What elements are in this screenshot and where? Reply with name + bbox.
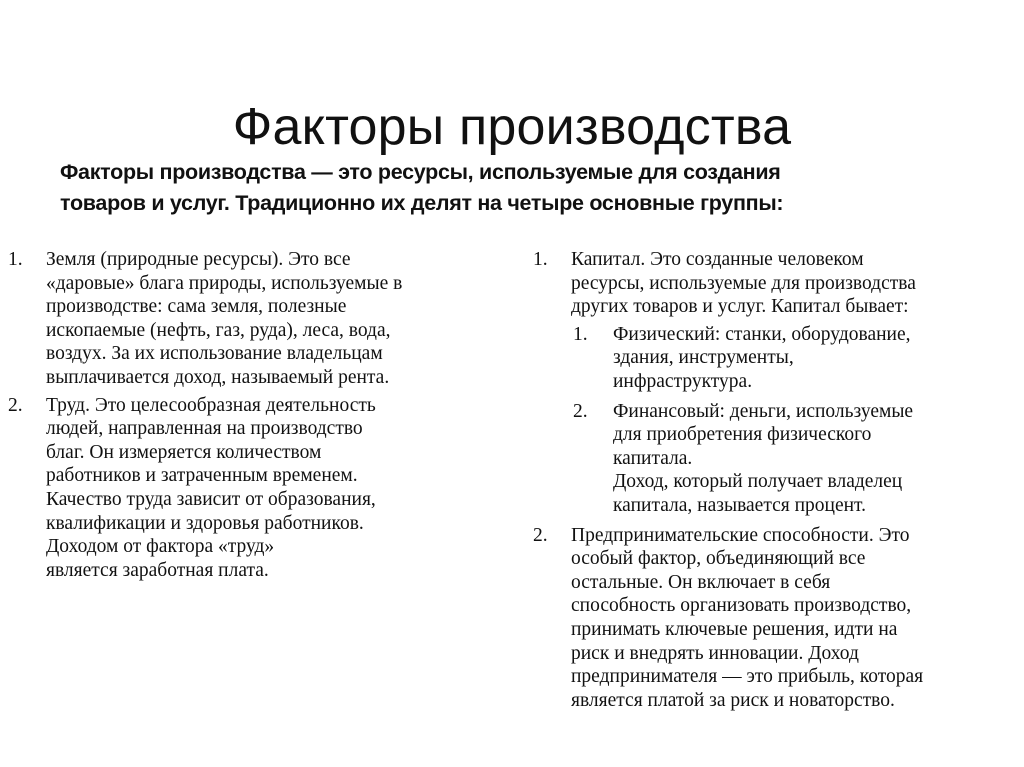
list-number: 2. [8,394,23,416]
item-text-line: воздух. За их использование владельцам [46,343,383,365]
item-text-line: Земля (природные ресурсы). Это все [46,249,351,270]
list-item-entrepreneurship [533,524,1013,713]
item-text-line: Доходом от фактора «труд» [46,536,275,558]
item-text-line: капитала, называется процент. [613,494,866,516]
item-text-line: способность организовать производство, [571,595,912,617]
sublist-item-financial [573,400,1013,518]
item-text-line: благ. Он измеряется количеством [46,441,322,463]
item-text-line: Труд. Это целесообразная деятельность [46,394,376,416]
item-text-line: инфраструктура. [613,370,753,392]
slide-title: Факторы производства [232,97,792,156]
item-text-line: является заработная плата. [46,559,269,581]
item-text-line: людей, направленная на производство [46,418,363,440]
list-number: 1. [573,323,588,345]
item-text-line: ископаемые (нефть, газ, руда), леса, вода, [46,319,391,341]
item-text-line: Предпринимательские способности. Это [571,524,910,546]
item-text-line: предпринимателя — это прибыль, которая [571,666,924,688]
item-text-line: Доход, который получает владелец [613,471,903,493]
right-column [533,248,1013,716]
item-text-line: капитала. [613,447,693,469]
list-item-land [8,248,498,390]
item-text-line: Финансовый: деньги, используемые [613,400,914,422]
slide-subtitle [60,157,960,219]
item-text-line: квалификации и здоровья работников. [46,512,364,534]
subtitle-line: товаров и услуг. Традиционно их делят на четыре основные группы: [60,191,784,215]
item-text-line: для приобретения физического [613,424,872,446]
item-text-line: риск и внедрять инновации. Доход [571,642,859,664]
item-text-line: работников и затраченным временем. [46,465,358,487]
left-column [8,248,498,586]
sublist-item-physical [573,323,1013,394]
item-text-line: остальные. Он включает в себя [571,571,831,593]
item-text-line: «даровые» блага природы, используемые в [46,272,403,294]
item-text-line: здания, инструменты, [613,347,794,369]
item-text-line: Качество труда зависит от образования, [46,488,376,510]
list-number: 2. [533,524,548,546]
list-number: 1. [8,249,23,270]
subtitle-line: Факторы производства — это ресурсы, используемые для создания [60,160,781,184]
item-text-line: других товаров и услуг. Капитал бывает: [571,296,909,318]
item-text-line: ресурсы, используемые для производства [571,272,916,294]
item-text-line: Физический: станки, оборудование, [613,323,911,345]
item-text-line: производстве: сама земля, полезные [46,296,347,318]
item-text-line: Капитал. Это созданные человеком [571,249,864,270]
capital-sublist [533,323,1013,518]
item-text-line: принимать ключевые решения, идти на [571,618,898,640]
item-text-line: является платой за риск и новаторство. [571,689,895,711]
item-text-line: выплачивается доход, называемый рента. [46,366,390,388]
list-item-capital [533,248,1013,319]
list-item-labor [8,394,498,583]
list-number: 1. [533,249,548,270]
list-number: 2. [573,400,588,422]
item-text-line: особый фактор, объединяющий все [571,548,866,570]
